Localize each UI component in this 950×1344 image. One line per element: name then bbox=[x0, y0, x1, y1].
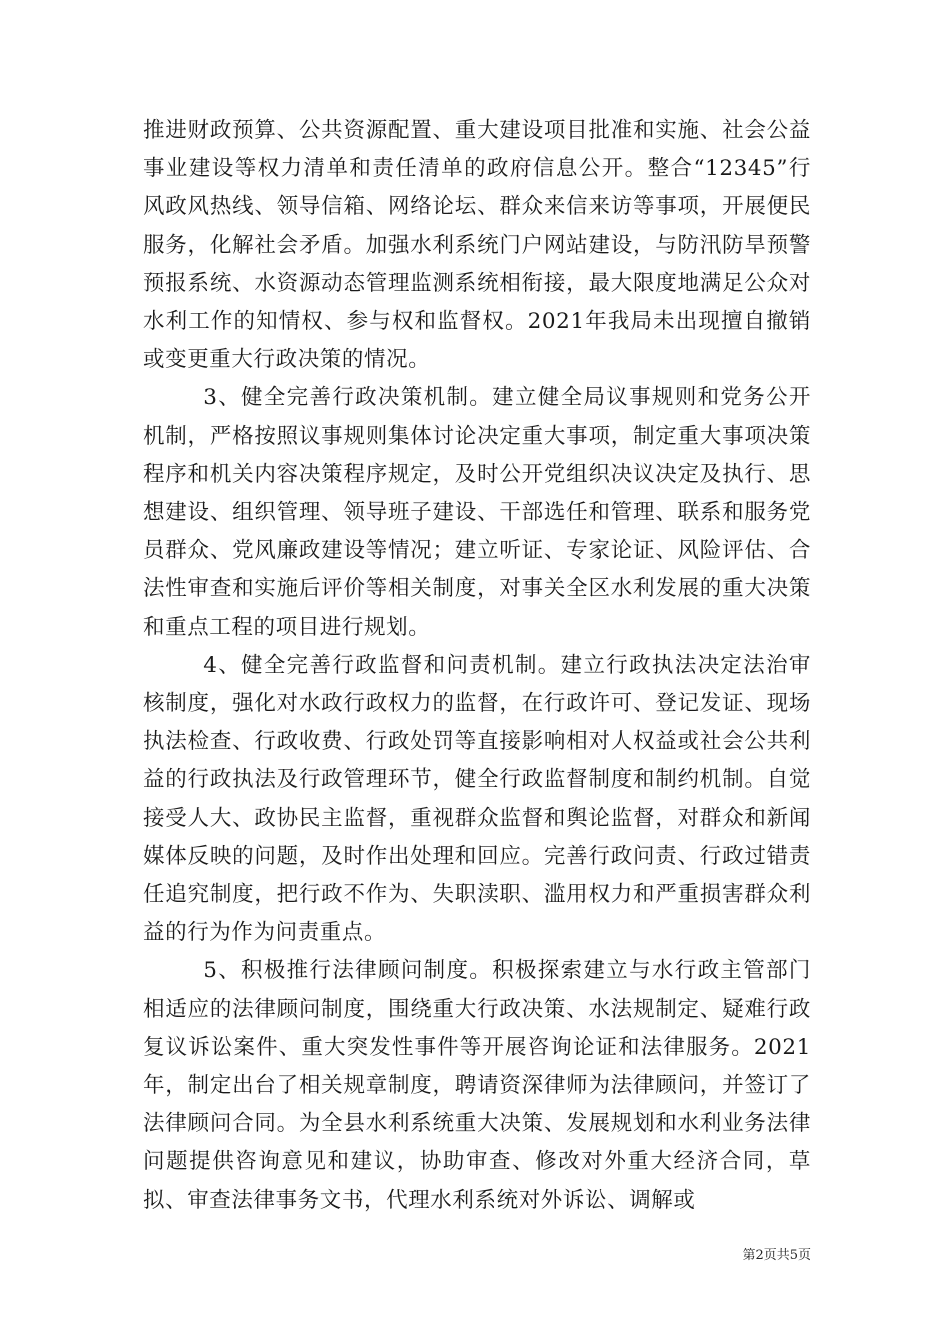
paragraph-4-supervision-accountability: 4、健全完善行政监督和问责机制。建立行政执法决定法治审核制度，强化对水政行政权力的监督，在行政许可、登记发证、现场执法检查、行政收费、行政处罚等直接影响相对人权益或社会公共利益的行政执法及行政管理环节，健全行政监督制度和制约机制。自觉接受人大、政协民主监督，重视群众监督和舆论监督，对群众和新闻媒体反映的问题，及时作出处理和回应。完善行政问责、行政过错责任追究制度，把行政不作为、失职渎职、滥用权力和严重损害群众利益的行为作为问责重点。 bbox=[143, 652, 811, 946]
page-number-footer: 第2页共5页 bbox=[742, 1248, 811, 1263]
paragraph-3-decision-mechanism: 3、健全完善行政决策机制。建立健全局议事规则和党务公开机制，严格按照议事规则集体讨论决定重大事项，制定重大事项决策程序和机关内容决策程序规定，及时公开党组织决议决定及执行、思想建设、组织管理、领导班子建设、干部选任和管理、联系和服务党员群众、党风廉政建设等情况；建立听证、专家论证、风险评估、合法性审查和实施后评价等相关制度，对事关全区水利发展的重大决策和重点工程的项目进行规划。 bbox=[143, 385, 811, 640]
paragraph-5-legal-counsel: 5、积极推行法律顾问制度。积极探索建立与水行政主管部门相适应的法律顾问制度，围绕重大行政决策、水法规制定、疑难行政复议诉讼案件、重大突发性事件等开展咨询论证和法律服务。2021年，制定出台了相关规章制度，聘请资深律师为法律顾问，并签订了法律顾问合同。为全县水利系统重大决策、发展规划和水利业务法律问题提供咨询意见和建议，协助审查、修改对外重大经济合同，草拟、审查法律事务文书，代理水利系统对外诉讼、调解或 bbox=[143, 958, 811, 1213]
paragraph-continuation: 推进财政预算、公共资源配置、重大建设项目批准和实施、社会公益事业建设等权力清单和责任清单的政府信息公开。整合“12345”行风政风热线、领导信箱、网络论坛、群众来信来访等事项，开展便民服务，化解社会矛盾。加强水利系统门户网站建设，与防汛防旱预警预报系统、水资源动态管理监测系统相衔接，最大限度地满足公众对水利工作的知情权、参与权和监督权。2021年我局未出现擅自撤销或变更重大行政决策的情况。 bbox=[143, 118, 811, 373]
document-body bbox=[143, 112, 811, 1220]
